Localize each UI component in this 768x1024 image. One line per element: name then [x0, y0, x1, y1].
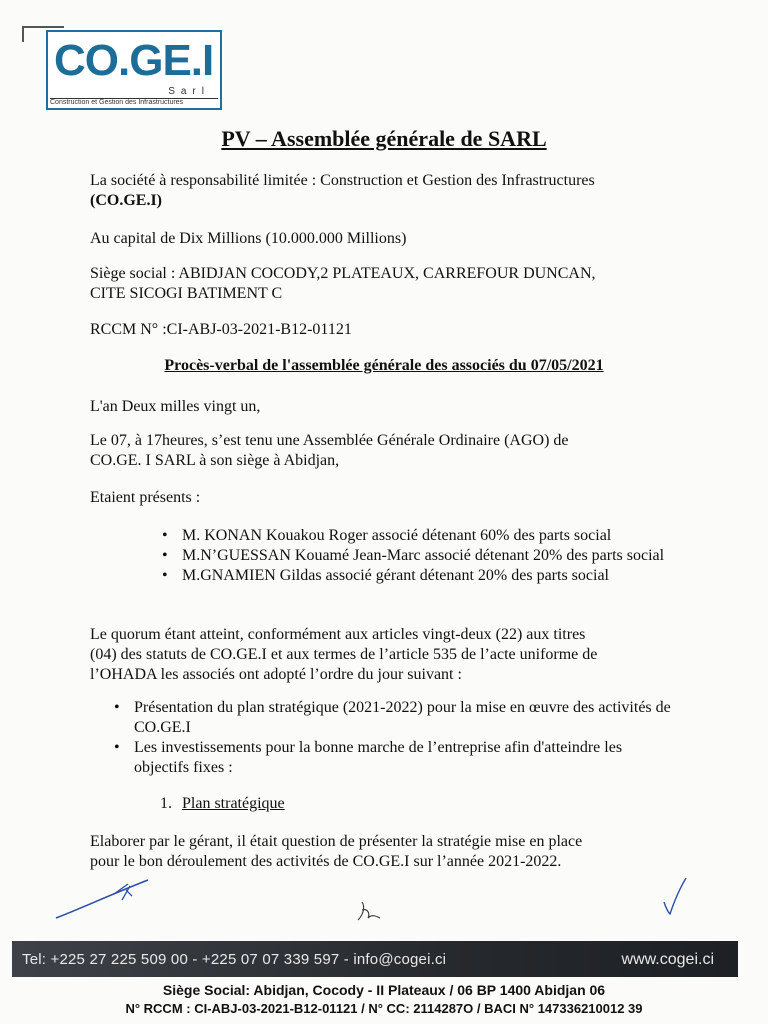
- agenda-list: [112, 698, 672, 778]
- attendee-item: • M.N’GUESSAN Kouamé Jean-Marc associé détenant 20% des parts social: [162, 547, 665, 564]
- section1-number: 1.: [160, 795, 172, 812]
- section1-title: Plan stratégique: [182, 795, 285, 812]
- minutes-heading: Procès-verbal de l'assemblée générale des associés du 07/05/2021: [164, 357, 604, 374]
- footer-address: Siège Social: Abidjan, Cocody - II Plateaux / 06 BP 1400 Abidjan 06: [162, 982, 606, 998]
- company-line: La société à responsabilité limitée : Construction et Gestion des Infrastructures: [90, 172, 595, 189]
- company-rccm: RCCM N° :CI-ABJ-03-2021-B12-01121: [90, 321, 352, 338]
- footer-contact-bar: [12, 941, 738, 977]
- footer-contact: Tel: +225 27 225 509 00 - +225 07 07 339 597 - info@cogei.ci: [22, 951, 447, 968]
- document-title: PV – Assemblée générale de SARL: [221, 126, 547, 151]
- attendee-list: [160, 526, 670, 586]
- signature-initials: [356, 898, 388, 926]
- quorum-line3: l’OHADA les associés ont adopté l’ordre du jour suivant :: [90, 666, 462, 683]
- intro-line2: CO.GE. I SARL à son siège à Abidjan,: [90, 452, 340, 469]
- section1-line1: Elaborer par le gérant, il était question de présenter la stratégie mise en place: [90, 833, 583, 850]
- footer-registration: N° RCCM : CI-ABJ-03-2021-B12-01121 / N° CC: 2114287O / BACI N° 147336210012 39: [125, 1001, 643, 1016]
- section1-line2: pour le bon déroulement des activités de CO.GE.I sur l’année 2021-2022.: [90, 853, 562, 870]
- intro-line1: Le 07, à 17heures, s’est tenu une Assemblée Générale Ordinaire (AGO) de: [90, 432, 569, 449]
- logo-sarl: Sarl: [168, 86, 210, 97]
- company-seat-line1: Siège social : ABIDJAN COCODY,2 PLATEAUX, CARREFOUR DUNCAN,: [90, 265, 596, 282]
- footer-website: www.cogei.ci: [621, 951, 714, 968]
- attendee-item: • M. KONAN Kouakou Roger associé détenant 60% des parts social: [162, 527, 612, 544]
- quorum-line2: (04) des statuts de CO.GE.I et aux termes de l’article 535 de l’acte uniforme de: [90, 646, 598, 663]
- signature-left: [52, 872, 152, 922]
- year-line: L'an Deux milles vingt un,: [90, 398, 261, 415]
- agenda-item: • Les investissements pour la bonne marche de l’entreprise afin d'atteindre les objectifs fixes :: [114, 739, 623, 776]
- company-abbr: (CO.GE.I): [90, 192, 162, 209]
- agenda-item: • Présentation du plan stratégique (2021-2022) pour la mise en œuvre des activités de CO.GE.I: [114, 699, 671, 736]
- company-seat-line2: CITE SICOGI BATIMENT C: [90, 285, 283, 302]
- logo-name: CO.GE.I: [54, 36, 214, 85]
- signature-right: [660, 876, 690, 918]
- attendee-item: • M.GNAMIEN Gildas associé gérant détenant 20% des parts social: [162, 567, 609, 584]
- company-logo: [46, 30, 222, 110]
- present-label: Etaient présents :: [90, 489, 201, 506]
- company-capital: Au capital de Dix Millions (10.000.000 Millions): [90, 230, 407, 247]
- quorum-line1: Le quorum étant atteint, conformément aux articles vingt-deux (22) aux titres: [90, 626, 586, 643]
- logo-tagline: Construction et Gestion des Infrastructures: [50, 98, 218, 106]
- section1-heading: [160, 795, 285, 813]
